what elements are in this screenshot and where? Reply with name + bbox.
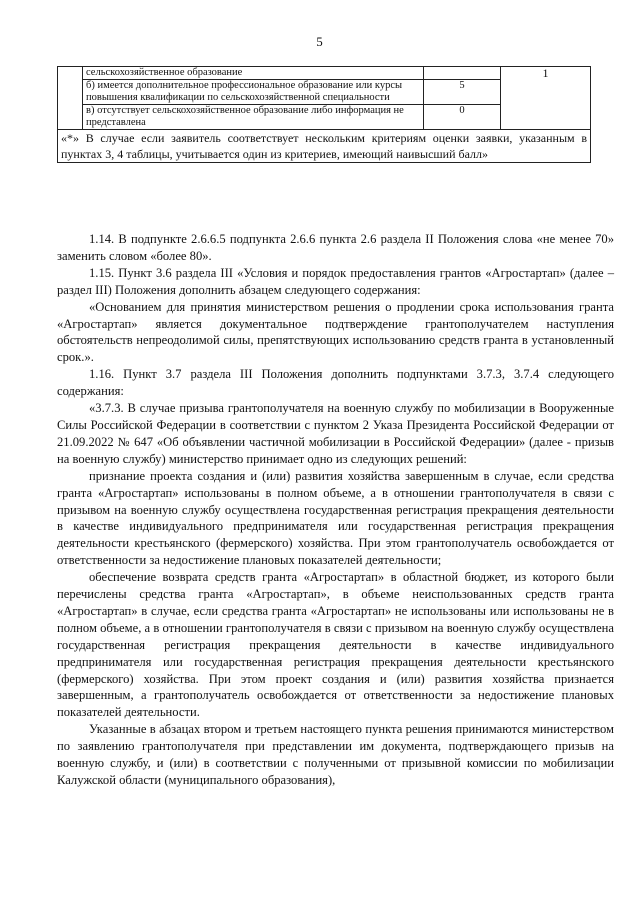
- paragraph-decision-1: признание проекта создания и (или) развития хозяйства завершенным в случае, если средства гранта «Агростартап» использованы в полном объеме, а в отношении грантополучателя в связи с призывом на военную службу осуществлена государственная регистрация прекращения деятельности в качестве индивидуального предпринимателя или государственная регистрация прекращения деятельности крестьянского (фермерского) хозяйства. При этом грантополучатель освобождается от ответственности за недостижение плановых показателей деятельности;: [57, 468, 614, 568]
- document-body: [57, 231, 614, 789]
- table-row-note: [58, 130, 591, 163]
- paragraph-decision-2: обеспечение возврата средств гранта «Агростартап» в областной бюджет, из которого были перечислены средства гранта «Агростартап», в объеме неиспользованных средств гранта «Агростартап» в случае, если средства гранта «Агростартап» не использованы или использованы не в полном объеме, а в отношении грантополучателя в связи с призывом на военную службу осуществлена государственная регистрация прекращения деятельности в качестве индивидуального предпринимателя или государственная регистрация прекращения деятельности крестьянского (фермерского) хозяйства. При этом проект создания и (или) развития хозяйства признается завершенным, а грантополучатель освобождается от ответственности за недостижение плановых показателей деятельности.: [57, 570, 614, 720]
- paragraph-quote-3-6: «Основанием для принятия министерством решения о продлении срока использования гранта «Агростартап» является документальное подтверждение грантополучателем наступления обстоятельств непреодолимой силы, препятствующих использованию средств гранта в установленный срок.».: [57, 299, 614, 365]
- paragraph-3-7-3: «3.7.3. В случае призыва грантополучателя на военную службу по мобилизации в Вооруженные Силы Российской Федерации в соответствии с пунктом 2 Указа Президента Российской Федерации от 21.09.2022 № 647 «Об объявлении частичной мобилизации в Российской Федерации» (далее - призыв на военную службу) министерство принимает одно из следующих решений:: [57, 401, 614, 466]
- table-cell-weight: 1: [501, 67, 591, 130]
- criteria-table: [57, 66, 591, 163]
- table-footnote: «*» В случае если заявитель соответствует нескольким критериям оценки заявки, указанным в пунктах 3, 4 таблицы, учитывается один из критериев, имеющий наивысший балл»: [58, 130, 591, 163]
- paragraph-1-15: 1.15. Пункт 3.6 раздела III «Условия и порядок предоставления грантов «Агростартап» (далее – раздел III) Положения дополнить абзацем следующего содержания:: [57, 265, 614, 297]
- table-cell-score: [424, 67, 501, 80]
- page-number: 5: [316, 34, 323, 49]
- paragraph-1-14: 1.14. В подпункте 2.6.6.5 подпункта 2.6.6 пункта 2.6 раздела II Положения слова «не менее 70» заменить словом «более 80».: [57, 232, 614, 263]
- table-cell-index: [58, 67, 83, 130]
- paragraph-decisions-basis: Указанные в абзацах втором и третьем настоящего пункта решения принимаются министерством по заявлению грантополучателя при представлении им документа, подтверждающего призыв на военную службу, и (или) в соответствии с полученными от призывной комиссии по мобилизации Калужской области (муниципального образования),: [57, 722, 614, 787]
- table-cell-criterion: в) отсутствует сельскохозяйственное образование либо информация не представлена: [83, 105, 424, 130]
- table-row: [58, 67, 591, 80]
- table-cell-score: 0: [424, 105, 501, 130]
- table-cell-score: 5: [424, 80, 501, 105]
- paragraph-1-16: 1.16. Пункт 3.7 раздела III Положения дополнить подпунктами 3.7.3, 3.7.4 следующего содержания:: [57, 367, 614, 399]
- table-cell-criterion: сельскохозяйственное образование: [83, 67, 424, 80]
- table-cell-criterion: б) имеется дополнительное профессиональное образование или курсы повышения квалификации по сельскохозяйственной специальности: [83, 80, 424, 105]
